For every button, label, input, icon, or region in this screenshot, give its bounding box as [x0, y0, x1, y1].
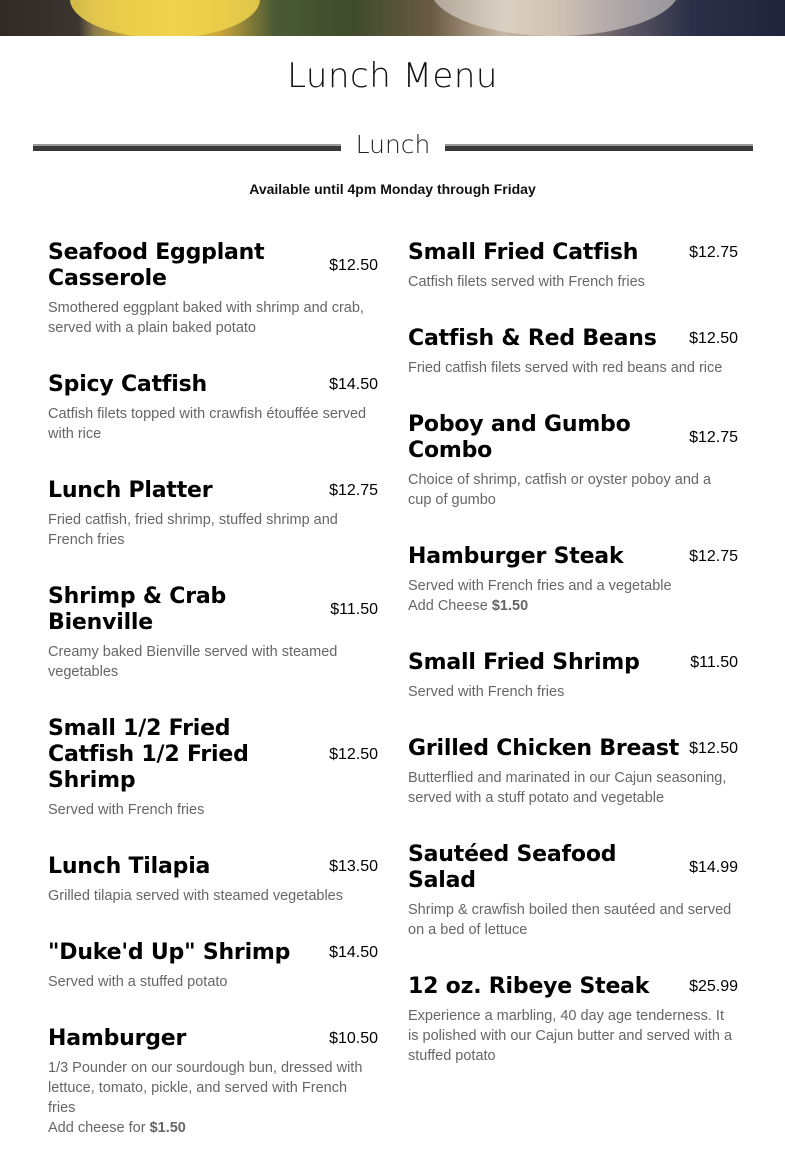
menu-item-name: "Duke'd Up" Shrimp [48, 940, 291, 965]
menu-item [408, 326, 738, 378]
menu-item [48, 854, 378, 906]
menu-item [48, 372, 378, 444]
menu-item-description: Butterflied and marinated in our Cajun seasoning, served with a stuff potato and vegetable [408, 770, 727, 806]
menu-item-addon [48, 1118, 378, 1138]
menu-item-price: $12.50 [329, 257, 378, 274]
menu-item-description: Choice of shrimp, catfish or oyster poboy and a cup of gumbo [408, 472, 712, 508]
menu-item-description: Catfish filets topped with crawfish étouffée served with rice [48, 406, 367, 442]
menu-item-description: Experience a marbling, 40 day age tenderness. It is polished with our Cajun butter and served with a stuffed potato [408, 1008, 733, 1064]
menu-item-description: Creamy baked Bienville served with steamed vegetables [48, 644, 338, 680]
availability-note: Available until 4pm Monday through Friday [249, 181, 536, 197]
section-title: Lunch [355, 130, 431, 159]
menu-item-description: Fried catfish filets served with red beans and rice [408, 360, 723, 376]
menu-item-name: Sautéed Seafood Salad [408, 842, 617, 893]
menu-item-price: $12.50 [689, 740, 738, 757]
menu-item-price: $12.75 [329, 482, 378, 499]
menu-item-name: Spicy Catfish [48, 372, 207, 397]
menu-column-right [408, 240, 738, 1100]
addon-price: $1.50 [491, 598, 529, 614]
menu-item [408, 412, 738, 510]
menu-item [48, 478, 378, 550]
menu-item-price: $14.50 [329, 376, 378, 393]
menu-item-description: Served with French fries and a vegetable [408, 578, 672, 594]
menu-item-description: Fried catfish, fried shrimp, stuffed shrimp and French fries [48, 512, 338, 548]
menu-item-name: Hamburger Steak [408, 544, 624, 569]
lemon-shape [70, 0, 260, 36]
menu-item [408, 974, 738, 1066]
menu-item-price: $14.99 [689, 859, 738, 876]
menu-item-price: $12.50 [329, 746, 378, 763]
menu-item [408, 544, 738, 616]
hero-image [0, 0, 785, 36]
menu-item-name: Poboy and Gumbo Combo [408, 412, 631, 463]
menu-item-price: $11.50 [330, 601, 378, 618]
menu-item-description: Served with French fries [408, 684, 565, 700]
menu-item [48, 1026, 378, 1138]
menu-item-name: Hamburger [48, 1026, 187, 1051]
menu-item [48, 240, 378, 338]
page-title: Lunch Menu [287, 56, 498, 96]
menu-item-price: $14.50 [329, 944, 378, 961]
menu-item [408, 736, 738, 808]
menu-item-name: Lunch Platter [48, 478, 213, 503]
plate-shape [430, 0, 680, 36]
menu-item-price: $12.75 [689, 244, 738, 261]
menu-item-description: Smothered eggplant baked with shrimp and crab, served with a plain baked potato [48, 300, 364, 336]
menu-item-name: Grilled Chicken Breast [408, 736, 680, 761]
menu-item-price: $13.50 [329, 858, 378, 875]
menu-item-name: Catfish & Red Beans [408, 326, 657, 351]
section-rule-left [33, 144, 341, 151]
menu-item-description: Grilled tilapia served with steamed vegetables [48, 888, 343, 904]
menu-column-left [48, 240, 378, 1158]
addon-price: $1.50 [149, 1120, 186, 1136]
menu-item-price: $10.50 [329, 1030, 378, 1047]
menu-item-price: $25.99 [689, 978, 738, 995]
menu-item-price: $11.50 [690, 654, 738, 671]
menu-item-description: Served with French fries [48, 802, 205, 818]
menu-item-name: Shrimp & Crab Bienville [48, 584, 227, 635]
menu-item-name: Small Fried Shrimp [408, 650, 640, 675]
menu-item-description: Catfish filets served with French fries [408, 274, 645, 290]
menu-item-price: $12.75 [689, 548, 738, 565]
addon-label: Add Cheese [408, 598, 488, 614]
menu-item [408, 842, 738, 940]
menu-item-addon [408, 596, 738, 616]
section-rule-right [445, 144, 753, 151]
menu-item [408, 650, 738, 702]
menu-item [48, 940, 378, 992]
menu-item-name: Small 1/2 Fried Catfish 1/2 Fried Shrimp [48, 716, 249, 793]
menu-item-name: Lunch Tilapia [48, 854, 211, 879]
menu-item [48, 584, 378, 682]
menu-item-description: Served with a stuffed potato [48, 974, 228, 990]
addon-label: Add cheese for [48, 1120, 146, 1136]
menu-item-description: Shrimp & crawfish boiled then sautéed and served on a bed of lettuce [408, 902, 732, 938]
menu-item-name: 12 oz. Ribeye Steak [408, 974, 650, 999]
menu-item-price: $12.75 [689, 429, 738, 446]
menu-item [48, 716, 378, 820]
menu-item-name: Seafood Eggplant Casserole [48, 240, 265, 291]
menu-item-description: 1/3 Pounder on our sourdough bun, dressed with lettuce, tomato, pickle, and served with French fries [48, 1060, 363, 1116]
menu-item-name: Small Fried Catfish [408, 240, 639, 265]
menu-item-price: $12.50 [689, 330, 738, 347]
menu-item [408, 240, 738, 292]
